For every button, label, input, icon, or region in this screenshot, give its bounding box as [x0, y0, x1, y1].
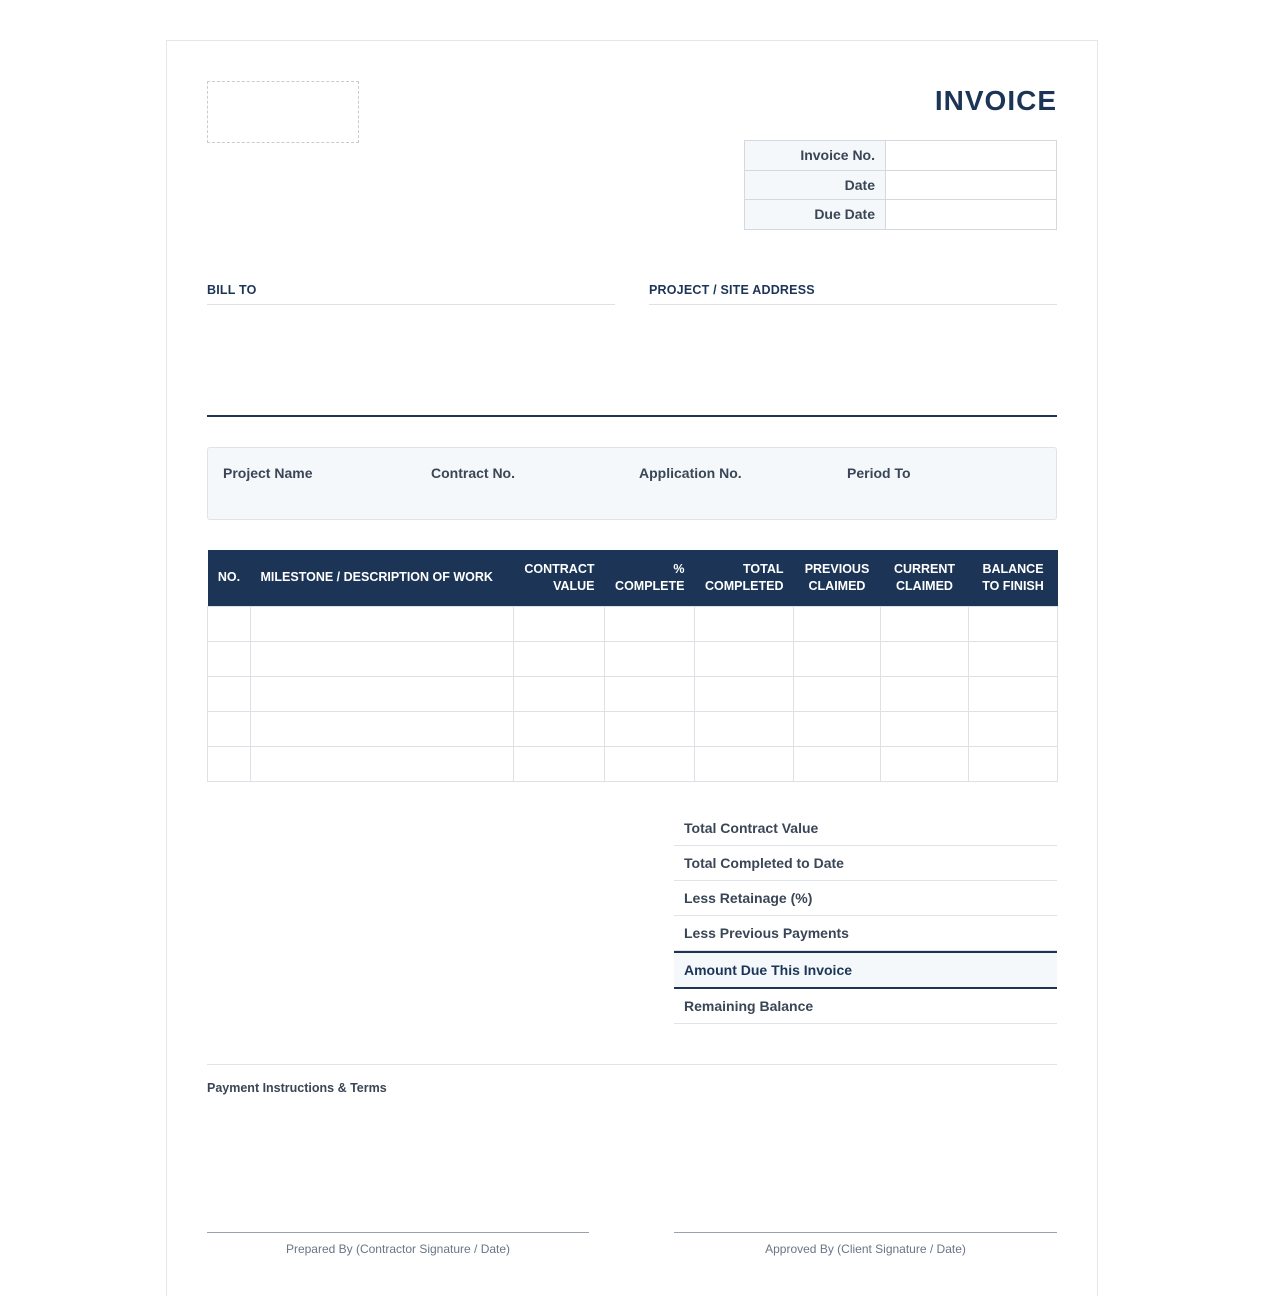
- amount-due-row: Amount Due This Invoice: [674, 951, 1057, 989]
- table-row: [208, 641, 1058, 676]
- less-retainage-row: Less Retainage (%): [674, 881, 1057, 916]
- project-details-box: [207, 447, 1057, 520]
- table-row: [208, 606, 1058, 641]
- table-cell[interactable]: [208, 746, 251, 781]
- contract-no-label: Contract No.: [431, 465, 515, 481]
- table-cell[interactable]: [881, 746, 969, 781]
- table-cell[interactable]: [208, 641, 251, 676]
- section-divider: [207, 415, 1057, 417]
- table-cell[interactable]: [794, 606, 881, 641]
- table-cell[interactable]: [969, 676, 1058, 711]
- meta-row-invoice-no: [745, 141, 1057, 171]
- table-cell[interactable]: [514, 746, 605, 781]
- meta-row-date: [745, 170, 1057, 200]
- site-address-label: PROJECT / SITE ADDRESS: [649, 283, 1057, 305]
- table-cell[interactable]: [969, 711, 1058, 746]
- table-cell[interactable]: [969, 606, 1058, 641]
- payment-terms-label: Payment Instructions & Terms: [207, 1081, 387, 1095]
- table-cell[interactable]: [208, 676, 251, 711]
- table-cell[interactable]: [514, 676, 605, 711]
- table-cell[interactable]: [695, 641, 794, 676]
- meta-label: Date: [745, 170, 886, 200]
- terms-divider: [207, 1064, 1057, 1065]
- invoice-page: [166, 40, 1098, 1296]
- remaining-balance-row: Remaining Balance: [674, 989, 1057, 1024]
- table-cell[interactable]: [251, 606, 514, 641]
- col-header-balance-to-finish: BALANCE TO FINISH: [969, 550, 1058, 606]
- table-cell[interactable]: [969, 746, 1058, 781]
- table-row: [208, 746, 1058, 781]
- table-cell[interactable]: [695, 711, 794, 746]
- table-cell[interactable]: [881, 641, 969, 676]
- table-cell[interactable]: [881, 711, 969, 746]
- table-cell[interactable]: [605, 746, 695, 781]
- period-to-label: Period To: [847, 465, 911, 481]
- total-contract-value-row: Total Contract Value: [674, 811, 1057, 846]
- application-no-label: Application No.: [639, 465, 742, 481]
- totals-summary: [674, 811, 1057, 1024]
- table-row: [208, 676, 1058, 711]
- table-cell[interactable]: [605, 606, 695, 641]
- invoice-meta-table: [744, 140, 1057, 230]
- table-cell[interactable]: [605, 641, 695, 676]
- table-header-row: [208, 550, 1058, 606]
- table-cell[interactable]: [695, 746, 794, 781]
- table-cell[interactable]: [969, 641, 1058, 676]
- table-cell[interactable]: [208, 606, 251, 641]
- table-cell[interactable]: [794, 641, 881, 676]
- table-row: [208, 711, 1058, 746]
- table-cell[interactable]: [251, 711, 514, 746]
- col-header-total-completed: TOTAL COMPLETED: [695, 550, 794, 606]
- page-title: INVOICE: [934, 85, 1057, 116]
- bill-to-label: BILL TO: [207, 283, 615, 305]
- prepared-by-signature: Prepared By (Contractor Signature / Date): [207, 1232, 589, 1256]
- col-header-description: MILESTONE / DESCRIPTION OF WORK: [251, 550, 514, 606]
- col-header-percent-complete: % COMPLETE: [605, 550, 695, 606]
- table-cell[interactable]: [251, 641, 514, 676]
- total-completed-row: Total Completed to Date: [674, 846, 1057, 881]
- table-cell[interactable]: [794, 711, 881, 746]
- meta-label: Invoice No.: [745, 141, 886, 171]
- invoice-no-field[interactable]: [886, 141, 1057, 171]
- col-header-contract-value: CONTRACT VALUE: [514, 550, 605, 606]
- table-cell[interactable]: [514, 606, 605, 641]
- date-field[interactable]: [886, 170, 1057, 200]
- table-cell[interactable]: [251, 746, 514, 781]
- table-cell[interactable]: [695, 606, 794, 641]
- col-header-previous-claimed: PREVIOUS CLAIMED: [794, 550, 881, 606]
- table-cell[interactable]: [514, 641, 605, 676]
- table-cell[interactable]: [251, 676, 514, 711]
- table-cell[interactable]: [695, 676, 794, 711]
- table-cell[interactable]: [794, 746, 881, 781]
- line-items-table: [207, 550, 1058, 782]
- col-header-no: NO.: [208, 550, 251, 606]
- meta-row-due-date: [745, 200, 1057, 230]
- less-previous-payments-row: Less Previous Payments: [674, 916, 1057, 951]
- table-cell[interactable]: [881, 606, 969, 641]
- table-cell[interactable]: [794, 676, 881, 711]
- logo-placeholder[interactable]: [207, 81, 359, 143]
- project-name-label: Project Name: [223, 465, 313, 481]
- table-cell[interactable]: [514, 711, 605, 746]
- table-cell[interactable]: [208, 711, 251, 746]
- col-header-current-claimed: CURRENT CLAIMED: [881, 550, 969, 606]
- table-cell[interactable]: [881, 676, 969, 711]
- table-cell[interactable]: [605, 676, 695, 711]
- due-date-field[interactable]: [886, 200, 1057, 230]
- table-cell[interactable]: [605, 711, 695, 746]
- meta-label: Due Date: [745, 200, 886, 230]
- approved-by-signature: Approved By (Client Signature / Date): [674, 1232, 1057, 1256]
